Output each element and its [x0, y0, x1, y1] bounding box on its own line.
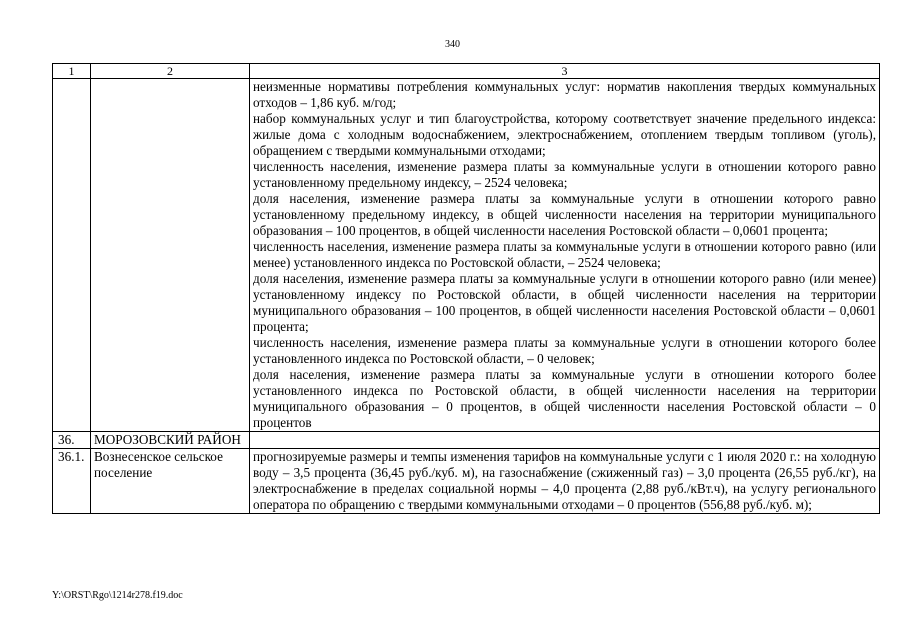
table-row-continuation: [53, 79, 880, 432]
settlement-number: 36.1.: [53, 449, 91, 514]
paragraph: численность населения, изменение размера платы за коммунальные услуги в отношении которого более установленного индекса по Ростовской области, – 0 человек;: [253, 335, 876, 366]
paragraph: доля населения, изменение размера платы за коммунальные услуги в отношении которого равно (или менее) установленному индексу по Ростовской области, в общей численности населения на территории муниципального образования – 100 процентов, в общей численности населения Ростовской области – 0,0601 процента;: [253, 271, 876, 334]
column-header-1: 1: [53, 64, 91, 79]
settlement-name: Вознесенское сельское поселение: [91, 449, 250, 514]
paragraph: численность населения, изменение размера платы за коммунальные услуги в отношении которого равно установленному предельному индексу, – 2524 человека;: [253, 159, 876, 190]
document-table: [52, 63, 880, 514]
page-number: 340: [445, 39, 460, 50]
column-header-3: 3: [250, 64, 880, 79]
paragraph: неизменные нормативы потребления коммунальных услуг: норматив накопления твердых коммунальных отходов – 1,86 куб. м/год;: [253, 79, 876, 110]
region-name: МОРОЗОВСКИЙ РАЙОН: [91, 432, 250, 449]
paragraph: численность населения, изменение размера платы за коммунальные услуги в отношении которого равно (или менее) установленного индекса по Ростовской области, – 2524 человека;: [253, 239, 876, 270]
region-number: 36.: [53, 432, 91, 449]
region-text: [250, 432, 880, 449]
settlement-text: прогнозируемые размеры и темпы изменения тарифов на коммунальные услуги с 1 июля 2020 г.: на холодную воду – 3,5 процента (36,45 руб./куб. м), на газоснабжение (сжиженный газ) – 3,0 процента (26,55 руб./кг), на электроснабжение в пределах социальной нормы – 4,0 процента (2,88 руб./кВт.ч), на услугу регионального оператора по обращению с твердыми коммунальными отходами – 0 процентов (556,88 руб./куб. м);: [250, 449, 880, 514]
paragraph: доля населения, изменение размера платы за коммунальные услуги в отношении которого равно установленному предельному индексу, в общей численности населения на территории муниципального образования – 100 процентов, в общей численности населения Ростовской области – 0,0601 процента;: [253, 191, 876, 238]
table-row-settlement: [53, 449, 880, 514]
cell-number-empty: [53, 79, 91, 432]
table-row-region: [53, 432, 880, 449]
cell-continuation-text: [250, 79, 880, 432]
cell-name-empty: [91, 79, 250, 432]
table-header-row: [53, 64, 880, 79]
paragraph: набор коммунальных услуг и тип благоустройства, которому соответствует значение предельного индекса: жилые дома с холодным водоснабжением, электроснабжением, отоплением твердым топливом (уголь), обращением с твердыми коммунальными отходами;: [253, 111, 876, 158]
footer-file-path: Y:\ORST\Rgo\1214r278.f19.doc: [52, 590, 183, 601]
column-header-2: 2: [91, 64, 250, 79]
paragraph: доля населения, изменение размера платы за коммунальные услуги в отношении которого более установленного индекса по Ростовской области, в общей численности населения на территории муниципального образования – 0 процентов, в общей численности населения Ростовской области – 0 процентов: [253, 367, 876, 430]
